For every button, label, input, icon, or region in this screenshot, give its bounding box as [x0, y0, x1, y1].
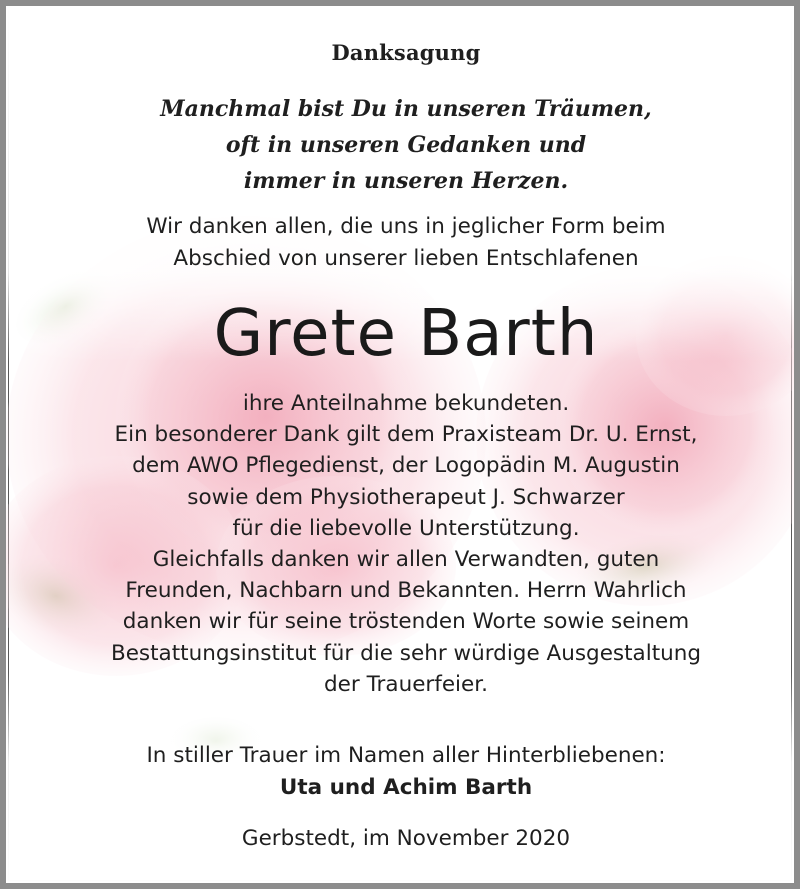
thanks-line: danken wir für seine tröstenden Worte sowie seinem [122, 609, 690, 635]
poem-line: Manchmal bist Du in unseren Träumen, [160, 96, 652, 122]
heading: Danksagung [331, 40, 481, 65]
signers: Uta und Achim Barth [279, 775, 533, 800]
intro-text [6, 211, 800, 275]
thanks-line: dem AWO Pflegedienst, der Logopädin M. Augustin [132, 453, 680, 479]
thanks-line: Ein besonderer Dank gilt dem Praxisteam Dr. U. Ernst, [114, 422, 698, 448]
place-and-date: Gerbstedt, im November 2020 [241, 826, 571, 851]
deceased-name: Grete Barth [213, 297, 599, 371]
thanks-line: sowie dem Physiotherapeut J. Schwarzer [187, 484, 625, 510]
thanks-text [6, 388, 800, 700]
thanks-line: Freunden, Nachbarn und Bekannten. Herrn Wahrlich [125, 578, 687, 604]
poem [6, 91, 800, 199]
thanks-line: für die liebevolle Unterstützung. [232, 515, 580, 541]
poem-line: immer in unseren Herzen. [243, 168, 569, 194]
thanks-line: Gleichfalls danken wir allen Verwandten, guten [152, 547, 660, 573]
thanks-line: der Trauerfeier. [324, 671, 488, 697]
intro-line: Abschied von unserer lieben Entschlafenen [173, 246, 639, 271]
poem-line: oft in unseren Gedanken und [225, 132, 587, 158]
intro-line: Wir danken allen, die uns in jeglicher Form beim [146, 214, 666, 239]
closing-line: In stiller Trauer im Namen aller Hinterbliebenen: [146, 743, 666, 768]
thanks-line: ihre Anteilnahme bekundeten. [242, 391, 570, 416]
thanks-line: Bestattungsinstitut für die sehr würdige Ausgestaltung [110, 640, 702, 666]
